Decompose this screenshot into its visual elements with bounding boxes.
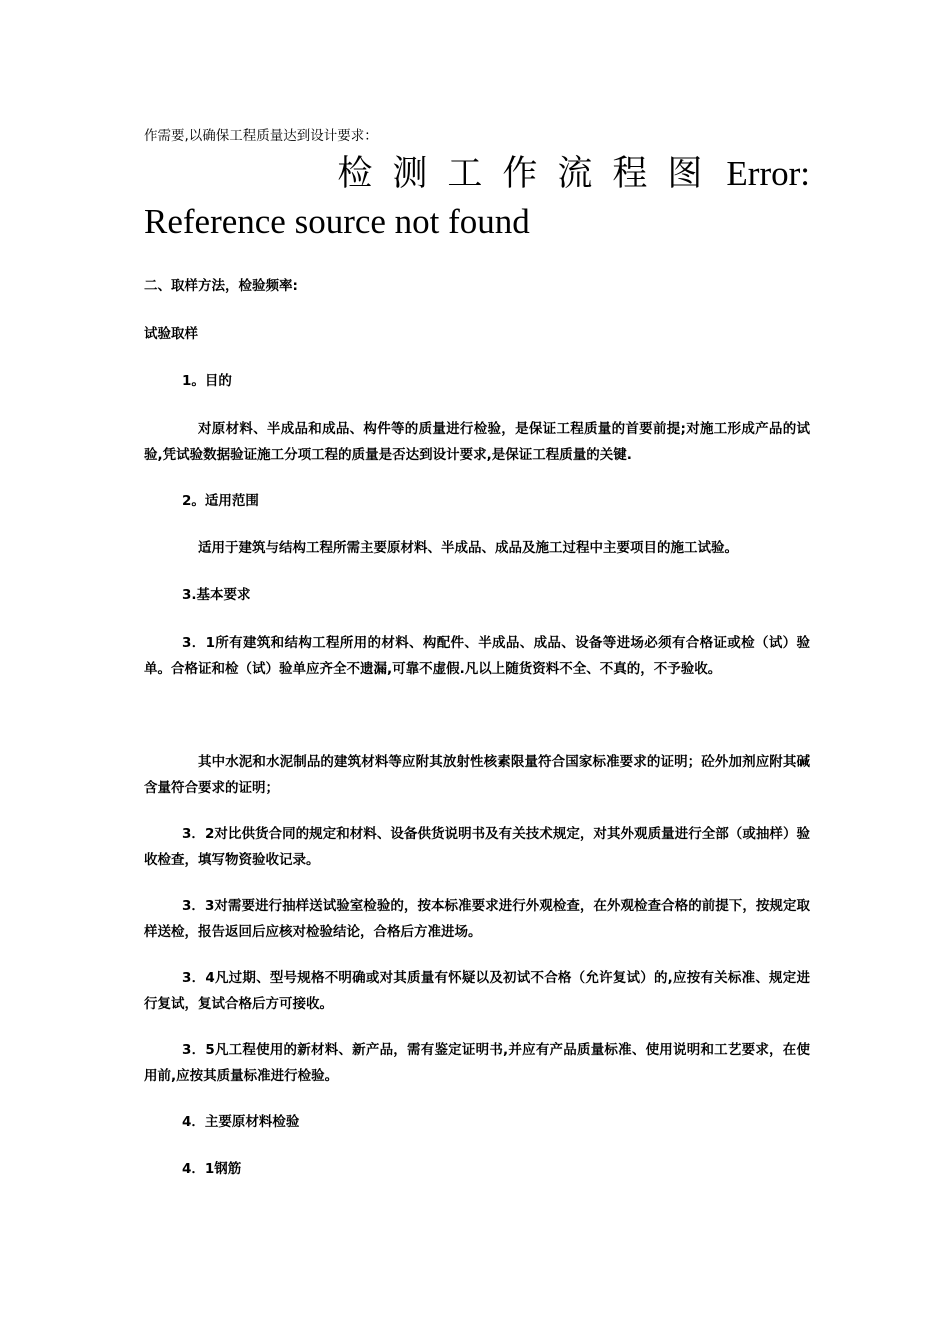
heading-error-word: Error: bbox=[726, 154, 810, 193]
item-purpose-title: 1。目的 bbox=[182, 373, 232, 389]
requirement-3-3: 3．3对需要进行抽样送试验室检验的，按本标准要求进行外观检查，在外观检查合格的前提下，按规定取样送检，报告返回后应核对检验结论，合格后方准进场。 bbox=[144, 898, 810, 940]
item-scope-body: 适用于建筑与结构工程所需主要原材料、半成品、成品及施工过程中主要项目的施工试验。 bbox=[198, 540, 738, 556]
heading-error-message: Reference source not found bbox=[144, 202, 530, 241]
section-title-sampling-method: 二、取样方法，检验频率: bbox=[144, 278, 298, 294]
item-basic-requirements-title: 3.基本要求 bbox=[182, 587, 251, 603]
item-steel-bar-title: 4．1钢筋 bbox=[182, 1161, 242, 1177]
requirement-3-1-extra: 其中水泥和水泥制品的建筑材料等应附其放射性核素限量符合国家标准要求的证明；砼外加剂应附其碱含量符合要求的证明； bbox=[144, 754, 810, 796]
requirement-3-2: 3．2对比供货合同的规定和材料、设备供货说明书及有关技术规定，对其外观质量进行全部（或抽样）验收检查，填写物资验收记录。 bbox=[144, 826, 810, 868]
item-scope-title: 2。适用范围 bbox=[182, 493, 259, 509]
flowchart-heading bbox=[144, 150, 810, 246]
requirement-3-5: 3．5凡工程使用的新材料、新产品，需有鉴定证明书,并应有产品质量标准、使用说明和工艺要求，在使用前,应按其质量标准进行检验。 bbox=[144, 1042, 810, 1084]
item-purpose-body: 对原材料、半成品和成品、构件等的质量进行检验，是保证工程质量的首要前提;对施工形成产品的试验,凭试验数据验证施工分项工程的质量是否达到设计要求,是保证工程质量的关键. bbox=[144, 421, 810, 463]
item-raw-material-inspection-title: 4．主要原材料检验 bbox=[182, 1114, 300, 1130]
requirement-3-1: 3．1所有建筑和结构工程所用的材料、构配件、半成品、成品、设备等进场必须有合格证或检（试）验单。合格证和检（试）验单应齐全不遗漏,可靠不虚假.凡以上随货资料不全、不真的，不予验收。 bbox=[144, 635, 810, 677]
requirement-3-4: 3．4凡过期、型号规格不明确或对其质量有怀疑以及初试不合格（允许复试）的,应按有关标准、规定进行复试，复试合格后方可接收。 bbox=[144, 970, 810, 1012]
heading-chinese: 检测工作流程图 bbox=[337, 154, 723, 193]
subsection-title-test-sampling: 试验取样 bbox=[144, 326, 198, 342]
intro-fragment: 作需要,以确保工程质量达到设计要求： bbox=[144, 128, 378, 144]
